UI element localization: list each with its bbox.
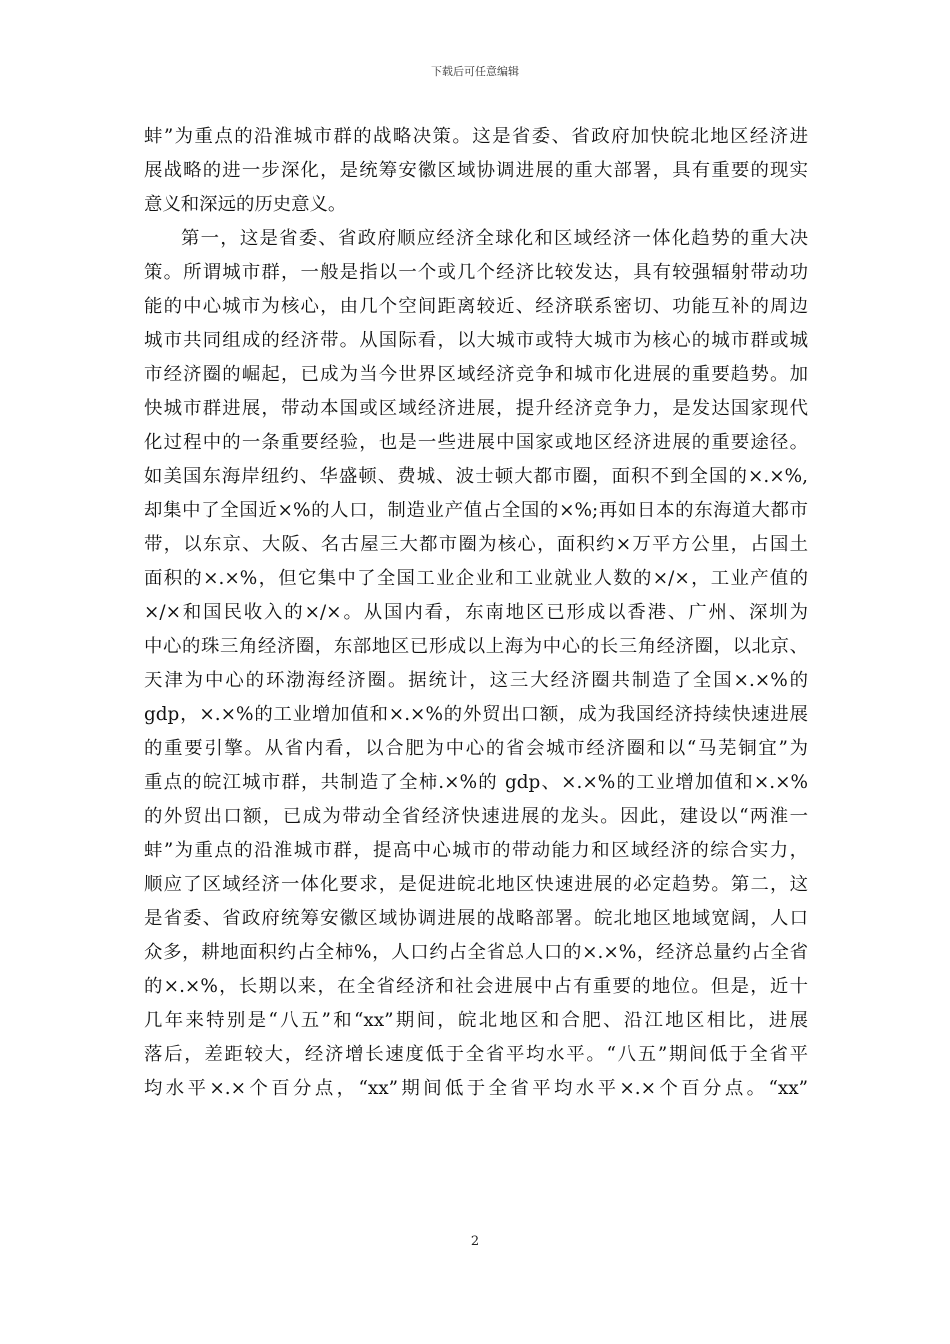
- body-text: [144, 120, 808, 1106]
- text-line: 几年来特别是“八五”和“xx”期间，皖北地区和合肥、沿江地区相比，进展: [144, 1010, 808, 1031]
- text-line: 的重要引擎。从省内看，以合肥为中心的省会城市经济圈和以“马芜铜宜”为: [144, 738, 808, 759]
- text-line: 均水平×.×个百分点，“xx”期间低于全省平均水平×.×个百分点。“xx”: [144, 1078, 808, 1099]
- text-line: 重点的皖江城市群，共制造了全柿.×%的 gdp、×.×%的工业增加值和×.×%: [144, 772, 808, 793]
- text-line: 策。所谓城市群，一般是指以一个或几个经济比较发达，具有较强辐射带动功: [144, 262, 808, 283]
- text-line: 化过程中的一条重要经验，也是一些进展中国家或地区经济进展的重要途径。: [144, 432, 808, 453]
- text-line: 带，以东京、大阪、名古屋三大都市圈为核心，面积约×万平方公里，占国土: [144, 534, 808, 555]
- text-line: 众多，耕地面积约占全柿%，人口约占全省总人口的×.×%，经济总量约占全省: [144, 942, 808, 963]
- text-line: 快城市群进展，带动本国或区域经济进展，提升经济竞争力，是发达国家现代: [144, 398, 808, 419]
- text-line: 中心的珠三角经济圈，东部地区已形成以上海为中心的长三角经济圈，以北京、: [144, 636, 808, 657]
- page-number: 2: [470, 1234, 480, 1249]
- text-line: 蚌”为重点的沿淮城市群的战略决策。这是省委、省政府加快皖北地区经济进: [144, 126, 808, 147]
- text-line: 如美国东海岸纽约、华盛顿、费城、波士顿大都市圈，面积不到全国的×.×%,: [144, 466, 808, 487]
- text-line: 意义和深远的历史意义。: [144, 194, 347, 215]
- text-line: 天津为中心的环渤海经济圈。据统计，这三大经济圈共制造了全国×.×%的: [144, 670, 808, 691]
- page-header: 下载后可任意编辑: [431, 65, 519, 78]
- text-line: 市经济圈的崛起，已成为当今世界区域经济竞争和城市化进展的重要趋势。加: [144, 364, 808, 385]
- text-line: 展战略的进一步深化，是统筹安徽区域协调进展的重大部署，具有重要的现实: [144, 160, 808, 181]
- text-line: 的外贸出口额，已成为带动全省经济快速进展的龙头。因此，建设以“两淮一: [144, 806, 808, 827]
- text-line: 蚌”为重点的沿淮城市群，提高中心城市的带动能力和区域经济的综合实力，: [144, 840, 808, 861]
- text-line: 落后，差距较大，经济增长速度低于全省平均水平。“八五”期间低于全省平: [144, 1044, 808, 1065]
- text-line: 面积的×.×%，但它集中了全国工业企业和工业就业人数的×/×，工业产值的: [144, 568, 808, 589]
- text-line: 的×.×%，长期以来，在全省经济和社会进展中占有重要的地位。但是，近十: [144, 976, 808, 997]
- text-line: 城市共同组成的经济带。从国际看，以大城市或特大城市为核心的城市群或城: [144, 330, 808, 351]
- text-line: 是省委、省政府统筹安徽区域协调进展的战略部署。皖北地区地域宽阔，人口: [144, 908, 808, 929]
- text-line: gdp，×.×%的工业增加值和×.×%的外贸出口额，成为我国经济持续快速进展: [144, 704, 808, 725]
- text-line: 却集中了全国近×%的人口，制造业产值占全国的×%;再如日本的东海道大都市: [144, 500, 808, 521]
- text-line: 能的中心城市为核心，由几个空间距离较近、经济联系密切、功能互补的周边: [144, 296, 808, 317]
- text-line: 第一，这是省委、省政府顺应经济全球化和区域经济一体化趋势的重大决: [181, 228, 808, 249]
- text-line: ×/×和国民收入的×/×。从国内看，东南地区已形成以香港、广州、深圳为: [144, 602, 808, 623]
- text-line: 顺应了区域经济一体化要求，是促进皖北地区快速进展的必定趋势。第二，这: [144, 874, 808, 895]
